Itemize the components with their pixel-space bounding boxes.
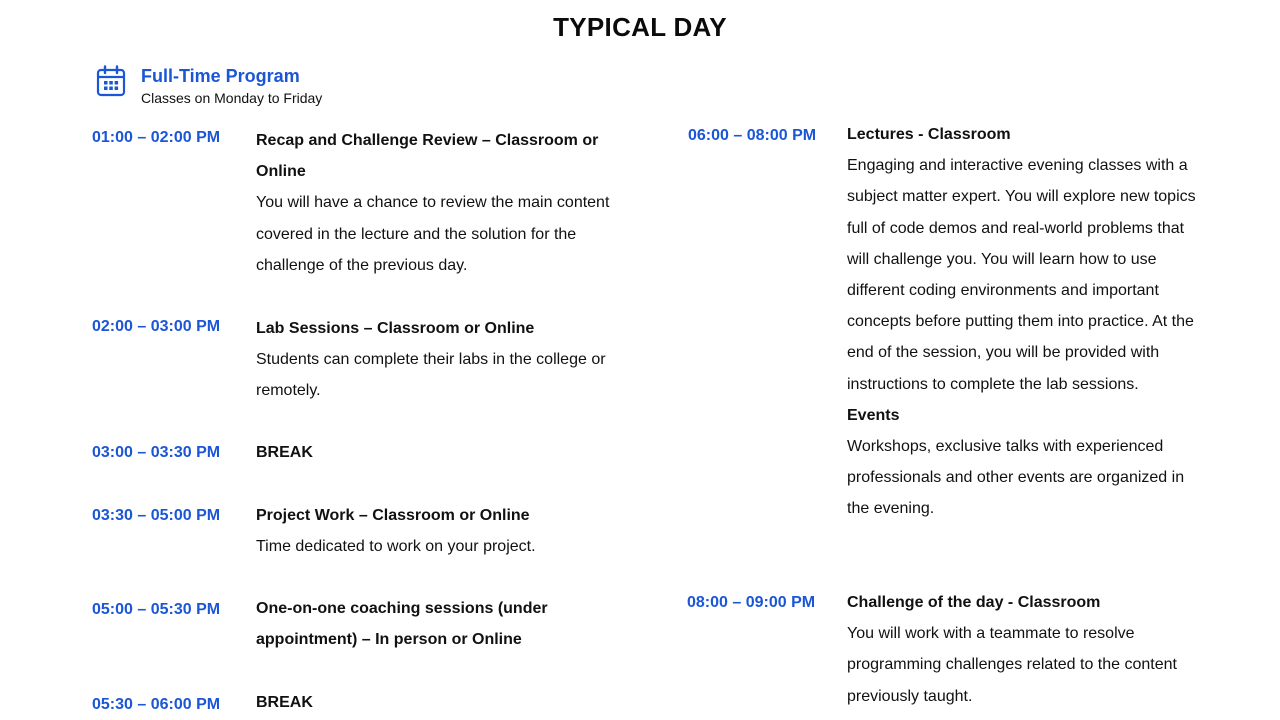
entry-description: Students can complete their labs in the college or remotely. bbox=[256, 351, 606, 400]
entry-heading: BREAK bbox=[256, 444, 313, 461]
entry-heading: Lectures - Classroom bbox=[847, 126, 1011, 143]
entry-heading: BREAK bbox=[256, 694, 313, 711]
entry-detail bbox=[256, 500, 628, 562]
entry-detail bbox=[847, 119, 1203, 525]
entry-heading: Challenge of the day - Classroom bbox=[847, 594, 1101, 611]
entry-heading: One-on-one coaching sessions (under appointment) – In person or Online bbox=[256, 600, 548, 649]
time-slot: 05:30 – 06:00 PM bbox=[92, 696, 221, 713]
entry-description: Engaging and interactive evening classes with a subject matter expert. You will explore new topics full of code demos and real-world problems that will challenge you. You will learn how to use different coding environments and important concepts before putting them into practice. At the end of the session, you will be provided with instructions to complete the lab sessions. bbox=[847, 157, 1196, 393]
entry-detail bbox=[256, 437, 628, 468]
entry-subdescription: Workshops, exclusive talks with experienced professionals and other events are organized in the evening. bbox=[847, 438, 1185, 518]
entry-description: You will work with a teammate to resolve programming challenges related to the content previously taught. bbox=[847, 625, 1177, 705]
page-title: TYPICAL DAY bbox=[553, 12, 727, 42]
entry-heading: Recap and Challenge Review – Classroom or Online bbox=[256, 132, 599, 181]
time-slot: 03:00 – 03:30 PM bbox=[92, 444, 221, 461]
program-title: Full-Time Program bbox=[141, 66, 300, 86]
time-slot: 06:00 – 08:00 PM bbox=[688, 127, 817, 144]
calendar-icon bbox=[96, 65, 126, 97]
entry-detail bbox=[256, 125, 628, 281]
time-slot: 03:30 – 05:00 PM bbox=[92, 507, 221, 524]
entry-subheading: Events bbox=[847, 406, 900, 424]
entry-detail bbox=[256, 593, 628, 655]
entry-detail bbox=[256, 687, 628, 718]
entry-heading: Project Work – Classroom or Online bbox=[256, 507, 530, 524]
entry-heading: Lab Sessions – Classroom or Online bbox=[256, 320, 535, 337]
time-slot: 02:00 – 03:00 PM bbox=[92, 318, 221, 335]
time-slot: 05:00 – 05:30 PM bbox=[92, 601, 221, 618]
entry-description: Time dedicated to work on your project. bbox=[256, 538, 536, 556]
program-header bbox=[96, 64, 322, 108]
time-slot: 08:00 – 09:00 PM bbox=[687, 594, 816, 611]
entry-detail bbox=[847, 587, 1203, 712]
entry-detail bbox=[256, 313, 628, 407]
program-subtitle: Classes on Monday to Friday bbox=[141, 90, 323, 106]
entry-description: You will have a chance to review the main content covered in the lecture and the solution for the challenge of the previous day. bbox=[256, 194, 610, 274]
time-slot: 01:00 – 02:00 PM bbox=[92, 129, 221, 146]
